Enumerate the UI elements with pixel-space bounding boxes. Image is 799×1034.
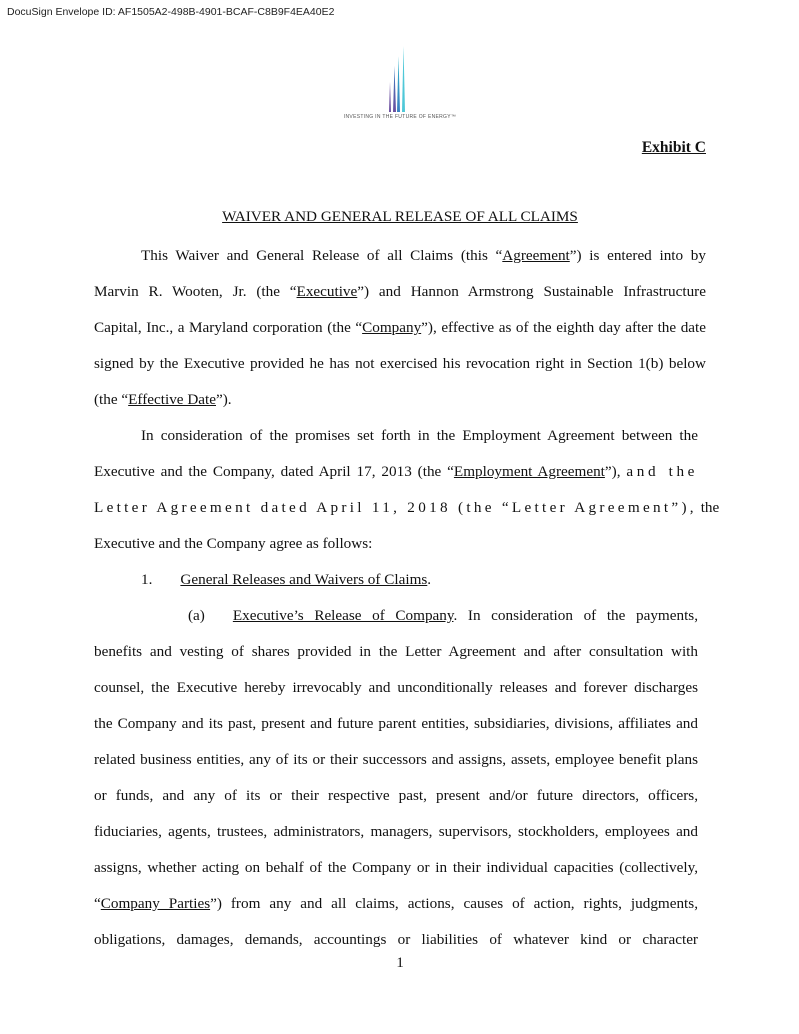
paragraph-line: This Waiver and General Release of all Claims (this “Agreement”) is entered into by [141,247,706,264]
docusign-envelope-id: DocuSign Envelope ID: AF1505A2-498B-4901-BCAF-C8B9F4EA40E2 [7,6,335,18]
paragraph-line: Letter Agreement dated April 11, 2018 (the “Letter Agreement”), the [94,499,720,516]
paragraph-line: related business entities, any of its or their successors and assigns, assets, employee benefit plans [94,751,698,768]
document-title: WAIVER AND GENERAL RELEASE OF ALL CLAIMS [222,208,578,225]
paragraph-line: Executive and the Company agree as follows: [94,535,373,552]
defined-term: Executive [296,283,358,300]
paragraph-line: obligations, damages, demands, accountings or liabilities of whatever kind or character [94,931,698,948]
section-heading: 1. General Releases and Waivers of Claims. [141,571,432,588]
subsection-heading: (a) Executive’s Release of Company. In consideration of the payments, [188,607,698,624]
paragraph-line: fiduciaries, agents, trustees, administrators, managers, supervisors, stockholders, employees and [94,823,698,840]
paragraph-line: (the “Effective Date”). [94,391,232,408]
defined-term: Company [362,319,422,336]
paragraph-line: assigns, whether acting on behalf of the Company or in their individual capacities (collectively, [94,859,698,876]
paragraph-line: Marvin R. Wooten, Jr. (the “Executive”) and Hannon Armstrong Sustainable Infrastructure [94,283,706,300]
paragraph-line: In consideration of the promises set forth in the Employment Agreement between the [141,427,698,444]
paragraph-line: signed by the Executive provided he has not exercised his revocation right in Section 1(b) below [94,355,706,372]
defined-term: Employment Agreement [453,463,605,480]
defined-term: Effective Date [128,391,216,408]
paragraph-line: Executive and the Company, dated April 17, 2013 (the “Employment Agreement”), and the [94,463,698,480]
page-number: 1 [396,954,404,971]
logo-tagline: INVESTING IN THE FUTURE OF ENERGY™ [343,114,457,120]
paragraph-line: the Company and its past, present and future parent entities, subsidiaries, divisions, affiliates and [94,715,698,732]
section-heading-text: General Releases and Waivers of Claims [180,571,428,588]
paragraph-line: counsel, the Executive hereby irrevocably and unconditionally releases and forever discharges [94,679,698,696]
paragraph-line: Capital, Inc., a Maryland corporation (the “Company”), effective as of the eighth day after the date [94,319,706,336]
exhibit-label: Exhibit C [641,139,706,156]
paragraph-line: benefits and vesting of shares provided in the Letter Agreement and after consultation with [94,643,698,660]
bar-chart-logo-icon [338,44,462,116]
defined-term: Company Parties [100,895,211,912]
subsection-heading-text: Executive’s Release of Company [232,607,454,624]
defined-term: Agreement [502,247,570,264]
paragraph-line: “Company Parties”) from any and all claims, actions, causes of action, rights, judgments, [94,895,698,912]
paragraph-line: or funds, and any of its or their respective past, present and/or future directors, officers, [94,787,698,804]
